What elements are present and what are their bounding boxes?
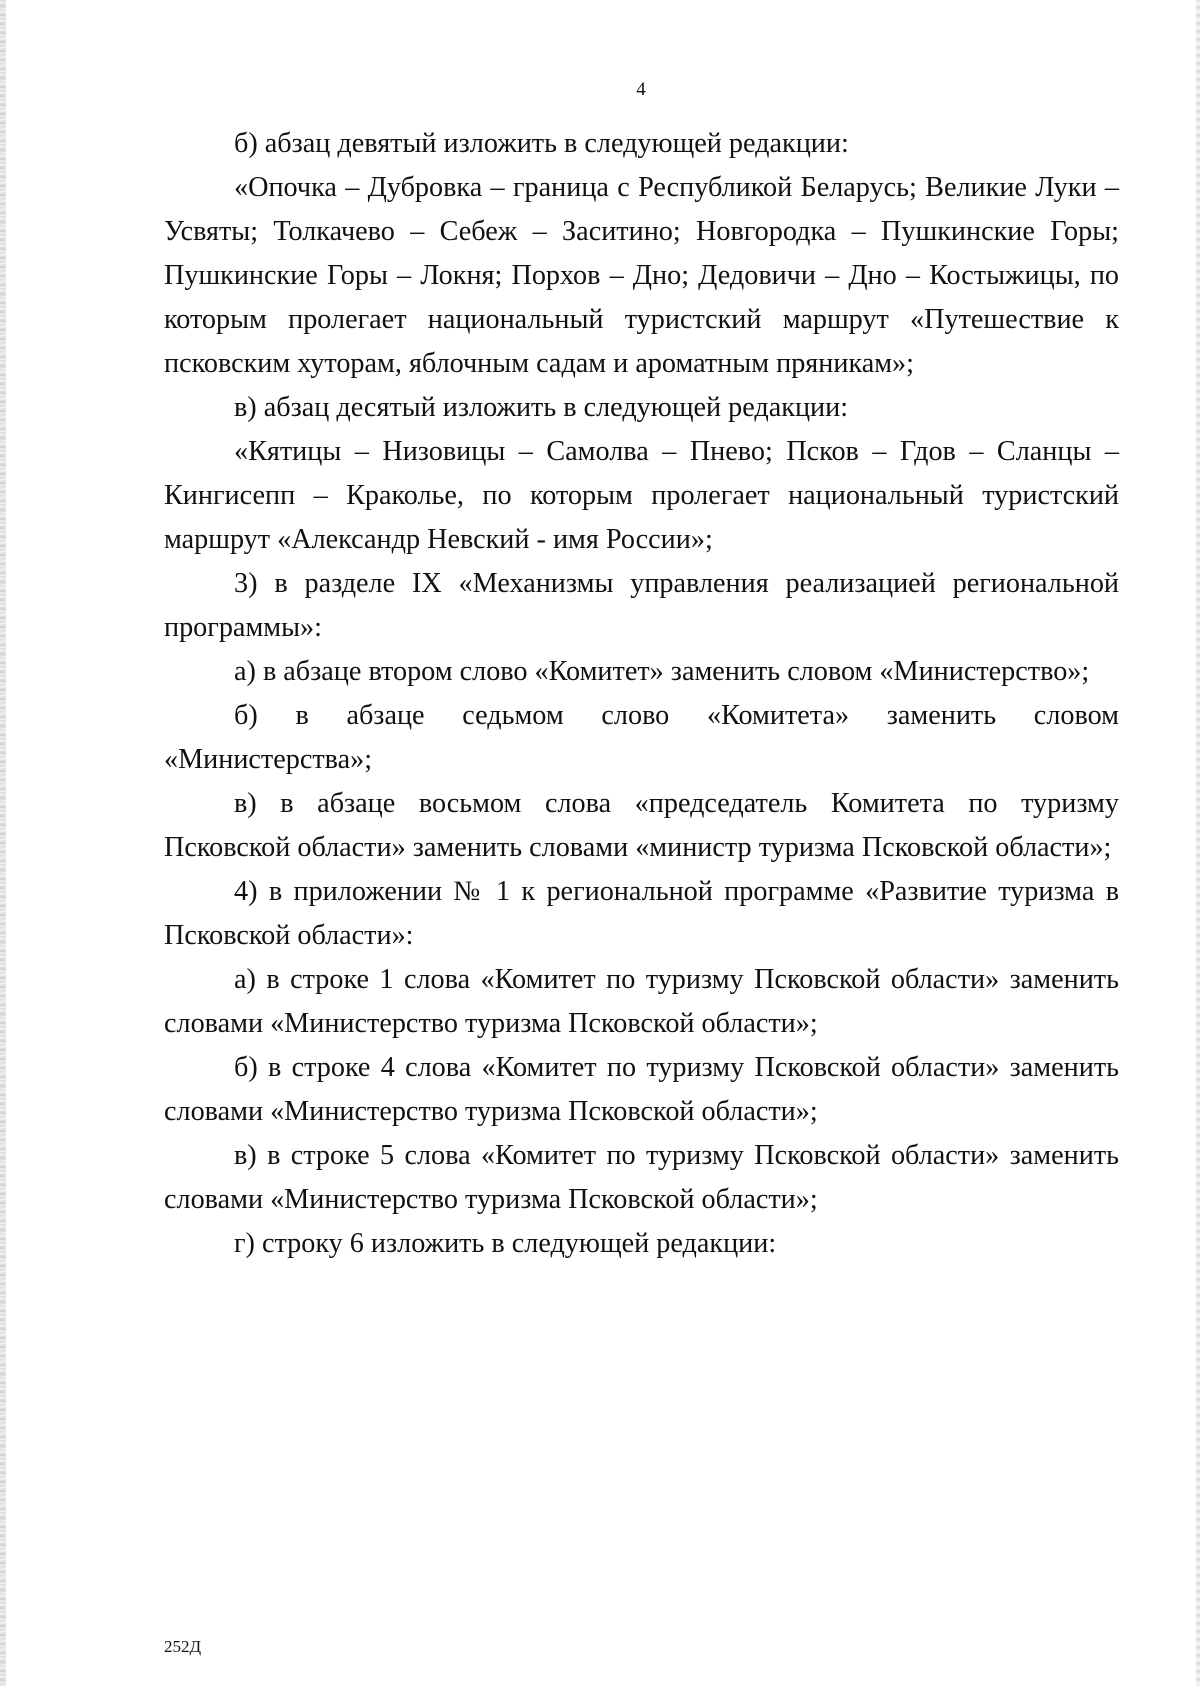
paragraph-item-v-tenth: в) абзац десятый изложить в следующей редакции: xyxy=(234,392,849,423)
paragraph-appendix-a: а) в строке 1 слова «Комитет по туризму Псковской области» заменить словами «Министерство туризма Псковской области»; xyxy=(164,964,1119,1039)
paragraph-item-b-ninth: б) абзац девятый изложить в следующей редакции: xyxy=(234,128,849,159)
page-number: 4 xyxy=(636,79,646,100)
paragraph-route-list-opochka: «Опочка – Дубровка – граница с Республикой Беларусь; Великие Луки – Усвяты; Толкачево – Себеж – Заситино; Новгородка – Пушкинские Горы; Пушкинские Горы – Локня; Порхов – Дно; Дедовичи – Дно – Костыжицы, по которым пролегает национальный туристский маршрут «Путешествие к псковским хуторам, яблочным садам и ароматным пряникам»; xyxy=(164,172,1119,379)
footer-document-code: 252Д xyxy=(164,1637,202,1656)
paragraph-appendix-1: 4) в приложении № 1 к региональной программе «Развитие туризма в Псковской области»: xyxy=(164,876,1119,951)
scan-edge-right xyxy=(1196,0,1200,1686)
document-body xyxy=(164,122,1119,1266)
paragraph-appendix-b: б) в строке 4 слова «Комитет по туризму Псковской области» заменить словами «Министерство туризма Псковской области»; xyxy=(164,1052,1119,1127)
paragraph-appendix-v: в) в строке 5 слова «Комитет по туризму Псковской области» заменить словами «Министерство туризма Псковской области»; xyxy=(164,1140,1119,1215)
paragraph-route-list-kyatitsy: «Кятицы – Низовицы – Самолва – Пнево; Псков – Гдов – Сланцы – Кингисепп – Краколье, по которым пролегает национальный туристский маршрут «Александр Невский - имя России»; xyxy=(164,436,1119,555)
scan-edge-left xyxy=(0,0,6,1686)
paragraph-ix-a: а) в абзаце втором слово «Комитет» заменить словом «Министерство»; xyxy=(234,656,1090,687)
paragraph-ix-v: в) в абзаце восьмом слова «председатель Комитета по туризму Псковской области» заменить словами «министр туризма Псковской области»; xyxy=(164,788,1119,863)
paragraph-section-ix: 3) в разделе IX «Механизмы управления реализацией региональной программы»: xyxy=(164,568,1119,643)
paragraph-ix-b: б) в абзаце седьмом слово «Комитета» заменить словом «Министерства»; xyxy=(164,700,1119,775)
paragraph-appendix-g: г) строку 6 изложить в следующей редакции: xyxy=(234,1228,777,1259)
